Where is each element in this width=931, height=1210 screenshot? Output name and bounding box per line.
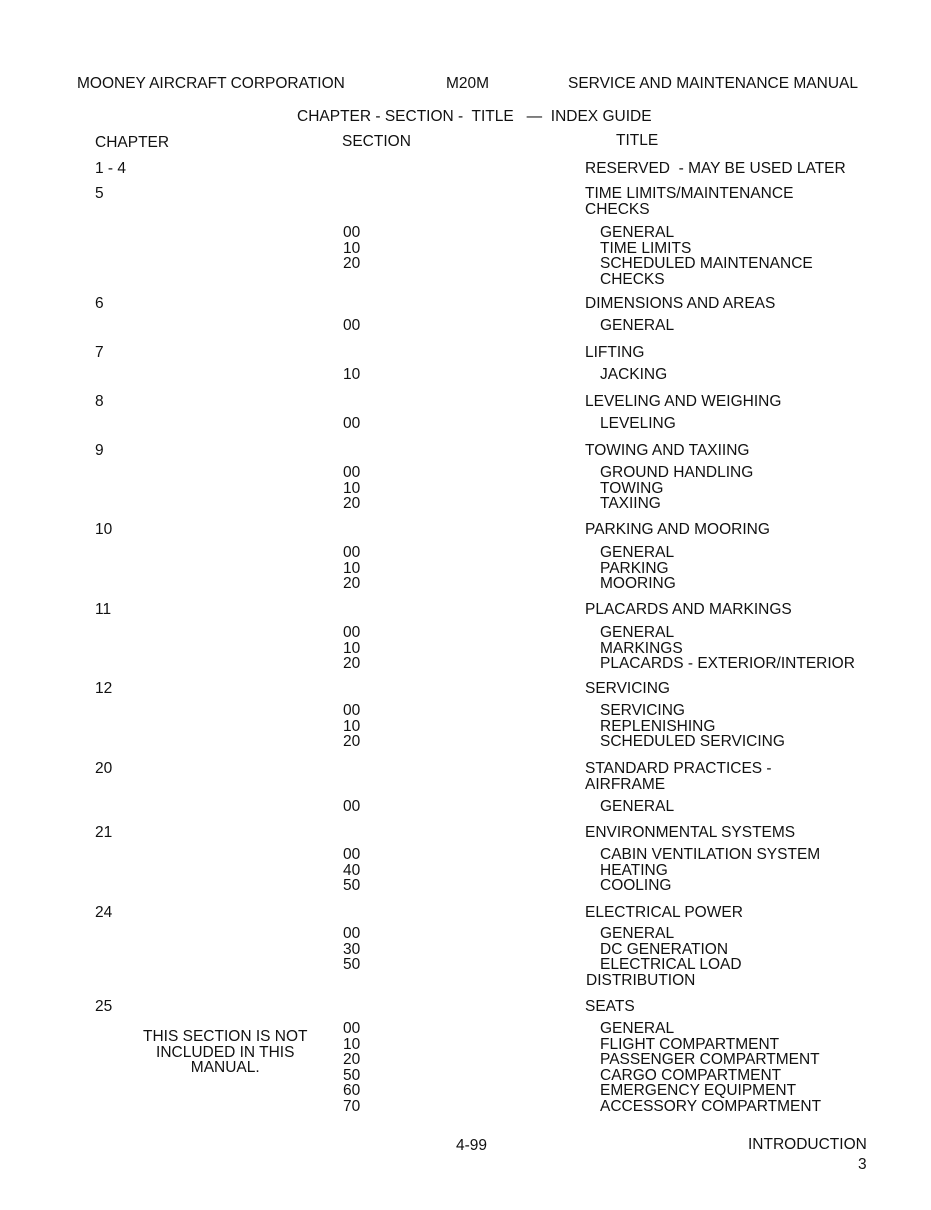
footer-date: 4-99 [456, 1137, 488, 1154]
section-title: PLACARDS - EXTERIOR/INTERIOR [600, 655, 855, 672]
section-title: CARGO COMPARTMENT [600, 1066, 782, 1084]
section-number: 00 [343, 798, 361, 815]
section-title: REPLENISHING [600, 717, 716, 735]
chapter-title: ELECTRICAL POWER [585, 904, 743, 921]
chapter-title: DIMENSIONS AND AREAS [585, 295, 776, 312]
chapter-title: SERVICING [585, 680, 670, 697]
section-title: GENERAL [600, 624, 675, 641]
section-number: 00 [343, 317, 361, 334]
section-number: 10 [343, 639, 361, 657]
chapter-title: ENVIRONMENTAL SYSTEMS [585, 824, 796, 841]
section-number: 20 [343, 733, 361, 750]
section-title: ELECTRICAL LOAD [600, 956, 742, 973]
section-title: PASSENGER COMPARTMENT [600, 1051, 820, 1068]
column-header-title: TITLE [616, 132, 659, 149]
section-number: 20 [343, 1051, 361, 1068]
chapter-title: RESERVED - MAY BE USED LATER [585, 160, 846, 177]
section-number: 00 [343, 925, 361, 942]
section-number: 10 [343, 717, 361, 735]
chapter-title: PARKING AND MOORING [585, 521, 770, 538]
chapter-number: 20 [95, 760, 113, 777]
chapter-number: 11 [95, 601, 112, 618]
footer-page: 3 [858, 1156, 867, 1173]
chapter-number: 6 [95, 295, 104, 312]
not-included-note: THIS SECTION IS NOT INCLUDED IN THIS MANUAL. [143, 1028, 308, 1076]
section-title: COOLING [600, 877, 672, 894]
section-number: 00 [343, 544, 361, 561]
section-title: ACCESSORY COMPARTMENT [600, 1097, 822, 1115]
chapter-number: 12 [95, 680, 113, 697]
section-number: 10 [343, 239, 361, 257]
section-title: TIME LIMITS [600, 239, 692, 257]
index-title: CHAPTER - SECTION - TITLE — INDEX GUIDE [297, 108, 652, 125]
section-number: 50 [343, 1066, 361, 1084]
section-number: 00 [343, 846, 361, 863]
section-number: 20 [343, 495, 361, 512]
company-name: MOONEY AIRCRAFT CORPORATION [77, 75, 345, 92]
footer-section: INTRODUCTION [748, 1136, 867, 1153]
section-number: 00 [343, 224, 361, 241]
section-number: 50 [343, 877, 361, 894]
chapter-number: 9 [95, 442, 104, 459]
section-number: 10 [343, 366, 361, 383]
chapter-number: 5 [95, 185, 104, 202]
column-header-section: SECTION [342, 133, 411, 150]
section-title: CHECKS [600, 270, 665, 288]
section-number: 30 [343, 940, 361, 958]
chapter-title: TIME LIMITS/MAINTENANCE CHECKS [585, 185, 794, 218]
chapter-title: LIFTING [585, 344, 645, 361]
section-title: EMERGENCY EQUIPMENT [600, 1082, 797, 1099]
section-number: 20 [343, 655, 361, 672]
section-title: JACKING [600, 366, 668, 383]
section-title: TOWING [600, 479, 664, 497]
chapter-number: 10 [95, 521, 113, 538]
chapter-number: 1 - 4 [95, 160, 127, 177]
section-number: 50 [343, 956, 361, 973]
section-number: 20 [343, 575, 361, 592]
manual-title: SERVICE AND MAINTENANCE MANUAL [568, 75, 858, 92]
section-title: GENERAL [600, 925, 675, 942]
section-number: 40 [343, 861, 361, 879]
section-title: GENERAL [600, 544, 675, 561]
section-number: 70 [343, 1097, 361, 1115]
chapter-number: 8 [95, 393, 104, 410]
section-title: SCHEDULED SERVICING [600, 733, 785, 750]
section-title: GENERAL [600, 224, 675, 241]
section-number: 10 [343, 1035, 361, 1053]
model-name: M20M [446, 75, 490, 92]
section-title: SERVICING [600, 702, 685, 719]
section-title: PARKING [600, 559, 669, 577]
section-title: GENERAL [600, 1020, 675, 1037]
section-title: CABIN VENTILATION SYSTEM [600, 846, 821, 863]
section-title: TAXIING [600, 495, 661, 512]
section-number: 10 [343, 559, 361, 577]
section-title-continuation: DISTRIBUTION [586, 971, 696, 989]
column-header-chapter: CHAPTER [95, 134, 170, 151]
section-number: 00 [343, 624, 361, 641]
section-title: HEATING [600, 861, 668, 879]
section-title: GENERAL [600, 317, 675, 334]
chapter-title: STANDARD PRACTICES - AIRFRAME [585, 760, 772, 793]
section-number: 60 [343, 1082, 361, 1099]
section-title: GROUND HANDLING [600, 464, 754, 481]
chapter-number: 24 [95, 904, 113, 921]
section-title: LEVELING [600, 415, 676, 432]
section-number: 00 [343, 702, 361, 719]
section-title: SCHEDULED MAINTENANCE [600, 255, 813, 272]
section-title: DC GENERATION [600, 940, 729, 958]
chapter-number: 21 [95, 824, 113, 841]
chapter-number: 7 [95, 344, 104, 361]
section-title: FLIGHT COMPARTMENT [600, 1035, 780, 1053]
chapter-title: PLACARDS AND MARKINGS [585, 601, 792, 618]
chapter-title: SEATS [585, 998, 635, 1015]
chapter-title: TOWING AND TAXIING [585, 442, 750, 459]
chapter-title: LEVELING AND WEIGHING [585, 393, 782, 410]
section-title: MOORING [600, 575, 676, 592]
section-title: GENERAL [600, 798, 675, 815]
section-number: 00 [343, 1020, 361, 1037]
section-title: MARKINGS [600, 639, 683, 657]
chapter-number: 25 [95, 998, 113, 1015]
section-number: 20 [343, 255, 361, 272]
section-number: 00 [343, 464, 361, 481]
section-number: 10 [343, 479, 361, 497]
section-number: 00 [343, 415, 361, 432]
